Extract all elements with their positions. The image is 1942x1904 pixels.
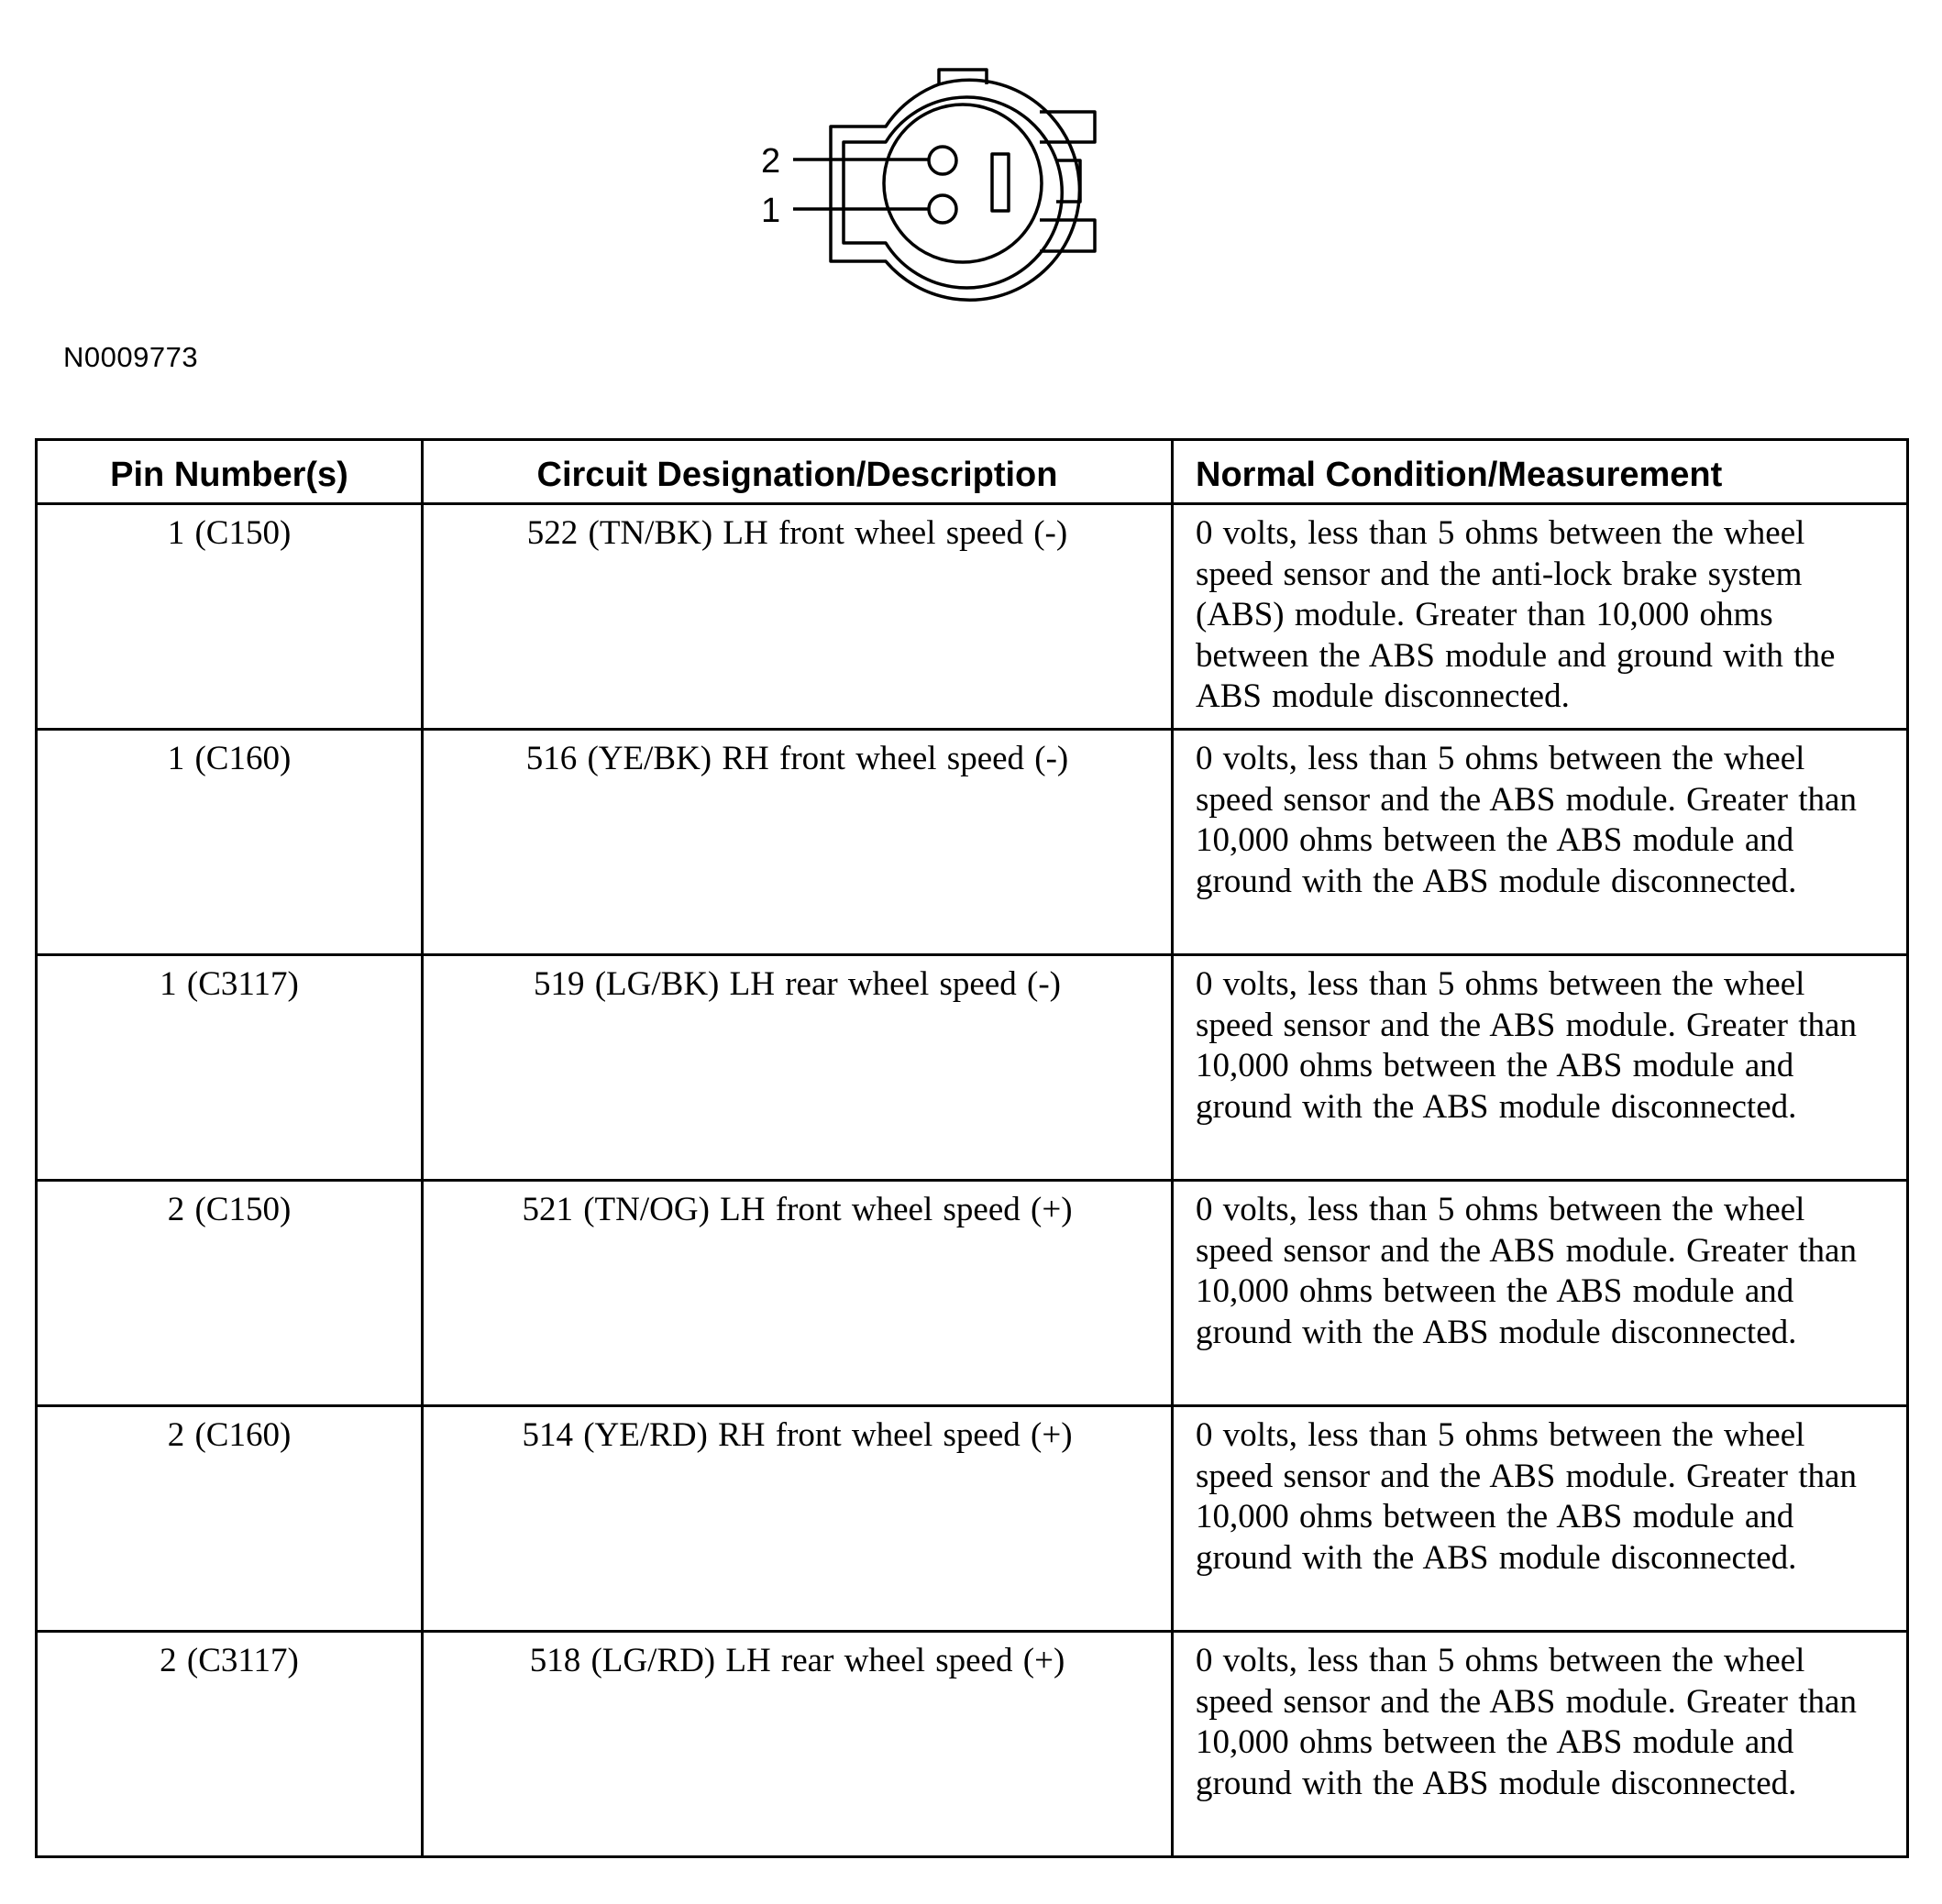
header-pin-number: Pin Number(s) [37, 440, 423, 504]
pin-cell: 1 (C3117) [37, 955, 423, 1181]
table-row [37, 1181, 1908, 1406]
circuit-cell: 518 (LG/RD) LH rear wheel speed (+) [423, 1632, 1173, 1857]
condition-cell: 0 volts, less than 5 ohms between the wheel speed sensor and the ABS module. Greater than 10,000 ohms between the ABS module and ground with the ABS module disconnected. [1173, 1181, 1908, 1406]
pin-cell: 2 (C3117) [37, 1632, 423, 1857]
table-row [37, 1632, 1908, 1857]
condition-cell: 0 volts, less than 5 ohms between the wheel speed sensor and the ABS module. Greater than 10,000 ohms between the ABS module and ground with the ABS module disconnected. [1173, 1406, 1908, 1632]
pin-cell: 1 (C150) [37, 504, 423, 730]
circuit-cell: 516 (YE/BK) RH front wheel speed (-) [423, 730, 1173, 955]
pin-1-hole [929, 195, 956, 223]
table-row [37, 730, 1908, 955]
circuit-cell: 519 (LG/BK) LH rear wheel speed (-) [423, 955, 1173, 1181]
pin-2-hole [929, 147, 956, 174]
pin-1-label: 1 [761, 192, 781, 230]
pin-cell: 1 (C160) [37, 730, 423, 955]
circuit-cell: 514 (YE/RD) RH front wheel speed (+) [423, 1406, 1173, 1632]
table-row [37, 955, 1908, 1181]
table-row [37, 504, 1908, 730]
condition-cell: 0 volts, less than 5 ohms between the wheel speed sensor and the ABS module. Greater than 10,000 ohms between the ABS module and ground with the ABS module disconnected. [1173, 1632, 1908, 1857]
pin-cell: 2 (C160) [37, 1406, 423, 1632]
connector-key-slot [992, 154, 1009, 211]
circuit-cell: 521 (TN/OG) LH front wheel speed (+) [423, 1181, 1173, 1406]
connector-face [884, 105, 1042, 262]
table-row [37, 1406, 1908, 1632]
pin-2-label: 2 [761, 142, 781, 181]
pin-table [35, 438, 1909, 1858]
pin-cell: 2 (C150) [37, 1181, 423, 1406]
table-header-row [37, 440, 1908, 504]
connector-lower-tab [1040, 220, 1095, 251]
condition-cell: 0 volts, less than 5 ohms between the wheel speed sensor and the anti-lock brake system (ABS) module. Greater than 10,000 ohms between the ABS module and ground with the ABS module disconnected. [1173, 504, 1908, 730]
header-circuit: Circuit Designation/Description [423, 440, 1173, 504]
condition-cell: 0 volts, less than 5 ohms between the wheel speed sensor and the ABS module. Greater than 10,000 ohms between the ABS module and ground with the ABS module disconnected. [1173, 955, 1908, 1181]
circuit-cell: 522 (TN/BK) LH front wheel speed (-) [423, 504, 1173, 730]
condition-cell: 0 volts, less than 5 ohms between the wheel speed sensor and the ABS module. Greater than 10,000 ohms between the ABS module and ground with the ABS module disconnected. [1173, 730, 1908, 955]
connector-diagram [734, 55, 1119, 303]
header-condition: Normal Condition/Measurement [1173, 440, 1908, 504]
diagram-id: N0009773 [63, 341, 199, 373]
